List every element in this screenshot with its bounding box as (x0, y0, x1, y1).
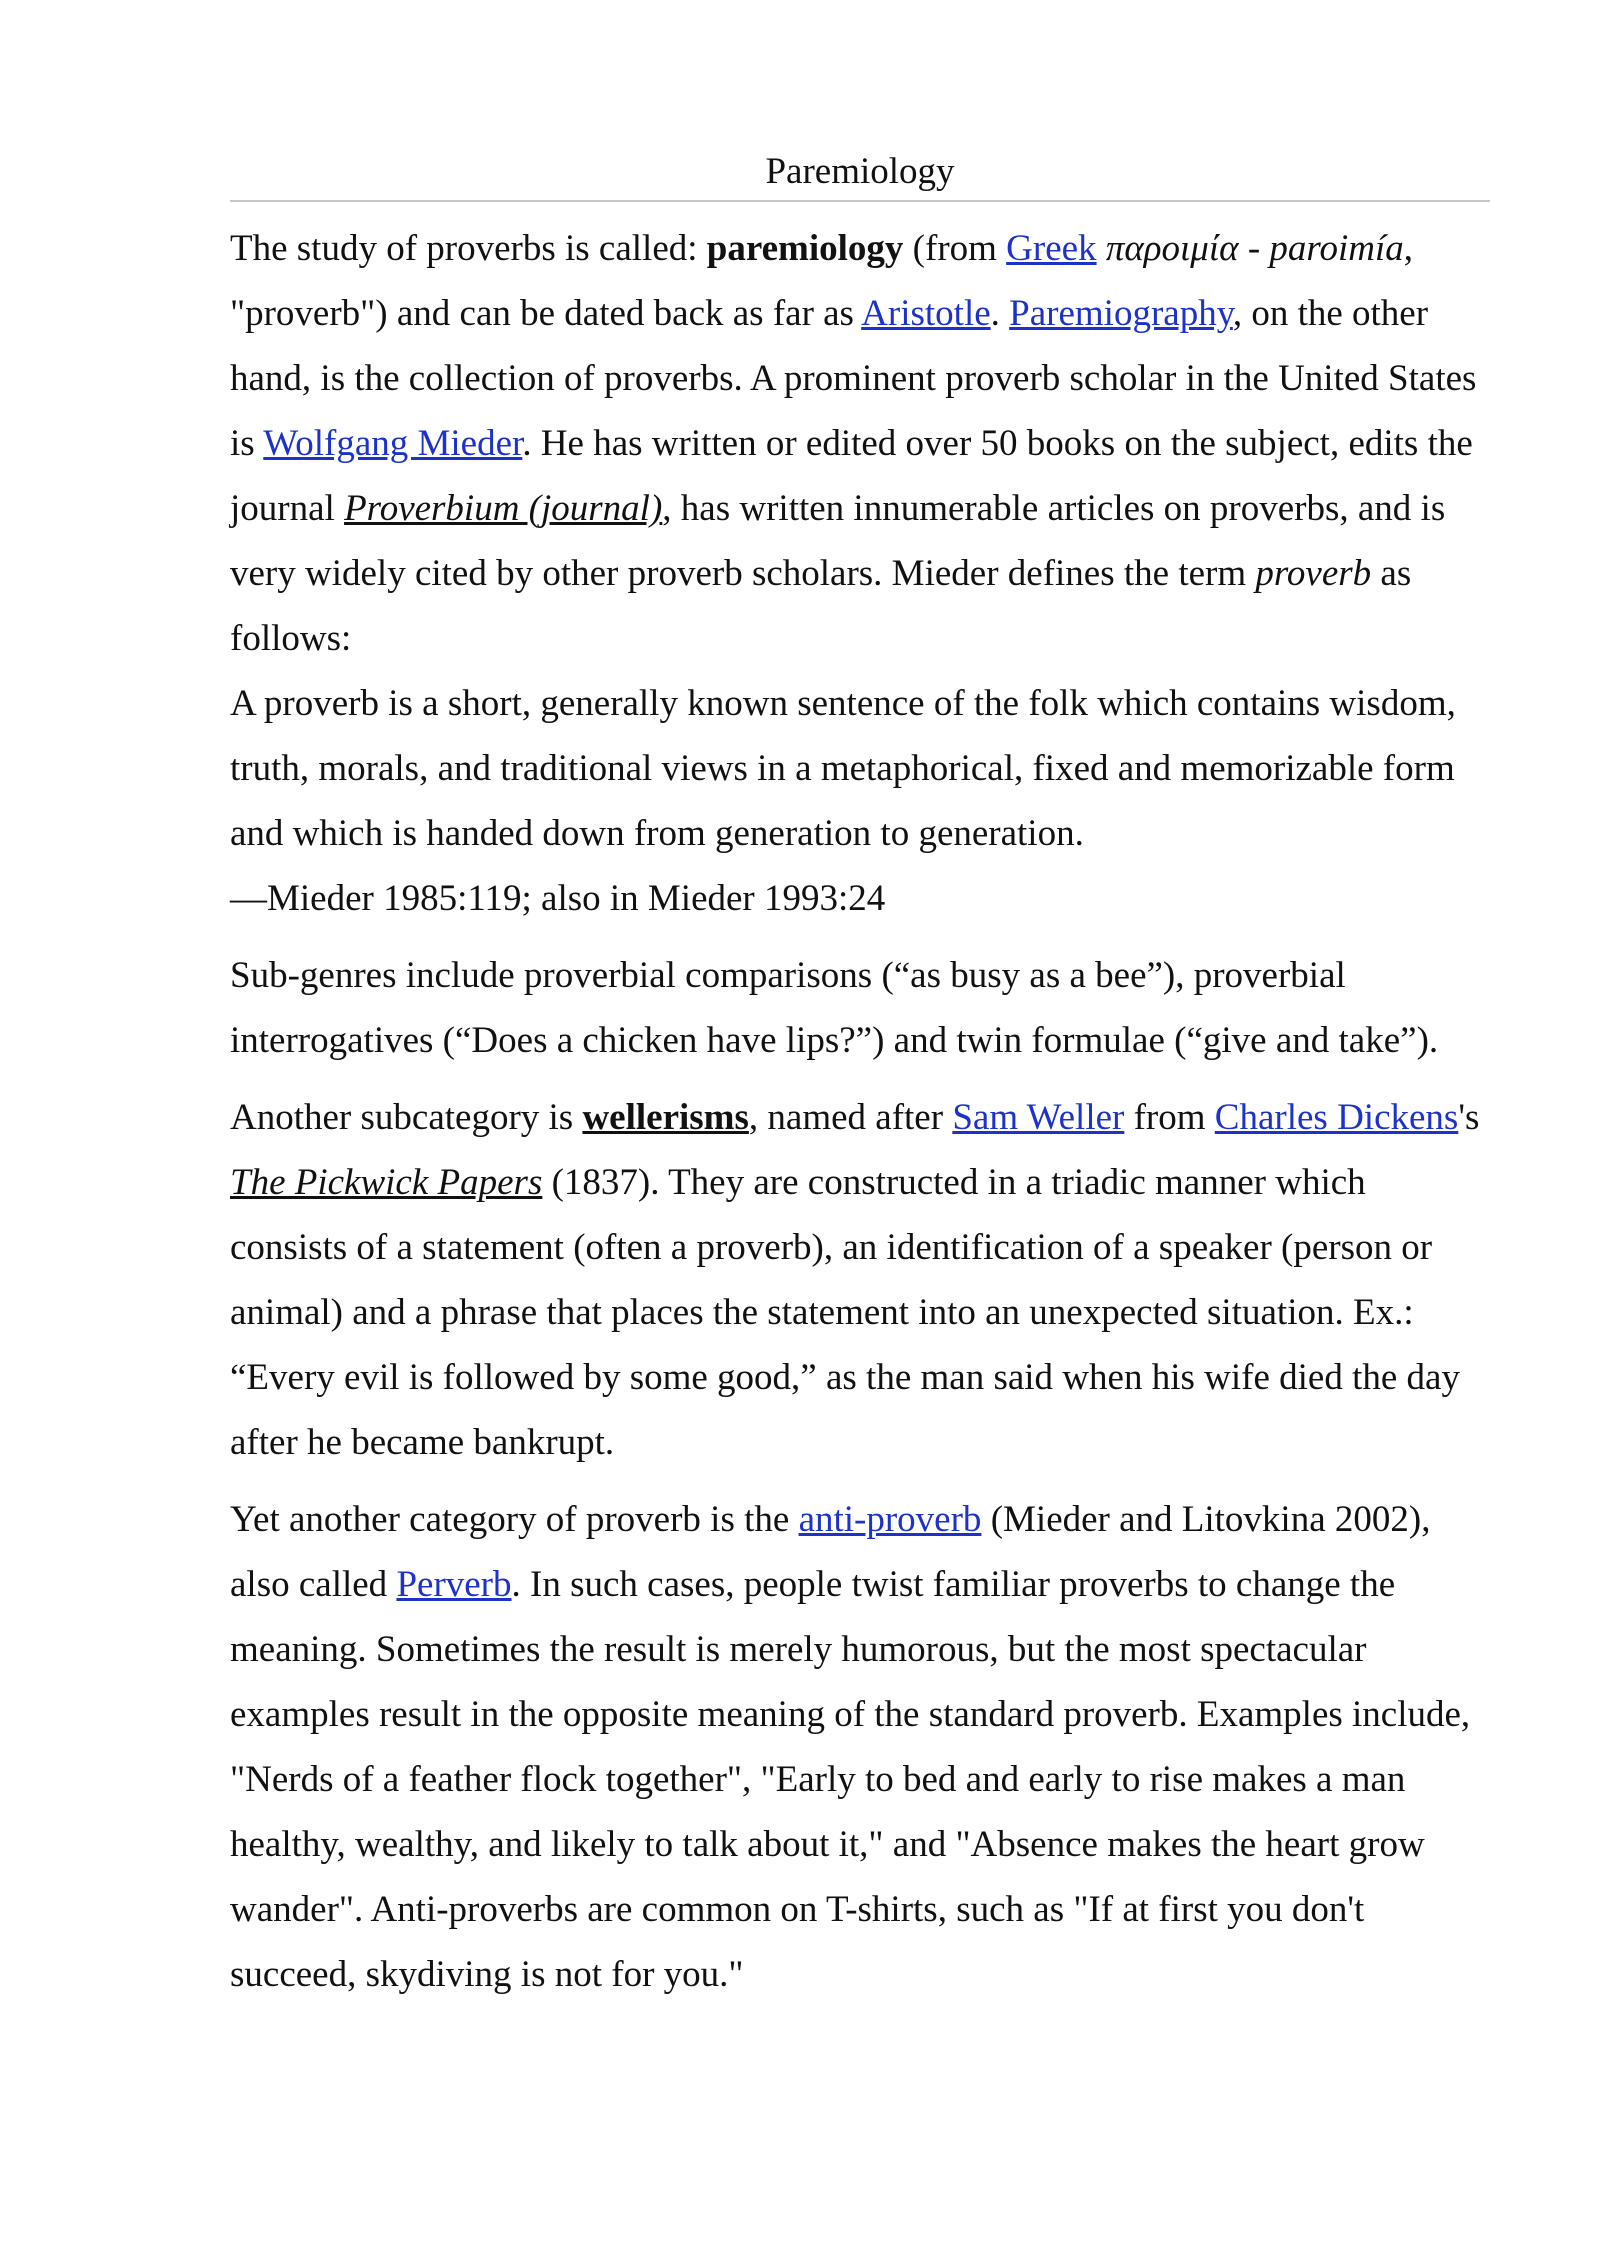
wellerisms-paragraph (230, 1085, 1490, 1475)
document-page (230, 150, 1490, 2007)
link-aristotle[interactable]: Aristotle (861, 293, 991, 334)
text-run: . He has written or edited over 50 books on the subject, edits the journal (230, 423, 1473, 529)
text-run: , "proverb") and can be dated back as far as (230, 228, 1413, 334)
intro-paragraph (230, 216, 1490, 671)
text-run: - (1238, 228, 1270, 269)
text-run: , on the other hand, is the collection of proverbs. A prominent proverb scholar in the United States is (230, 293, 1477, 464)
link-paremiography[interactable]: Paremiography (1009, 293, 1233, 334)
link-charles-dickens[interactable]: Charles Dickens (1214, 1097, 1459, 1138)
term-paremiology: paremiology (706, 228, 904, 269)
page-title: Paremiology (765, 151, 955, 192)
link-pickwick-papers[interactable] (230, 1162, 542, 1203)
text-run: from (1124, 1097, 1215, 1138)
text-run: (1837). They are constructed in a triadic manner which consists of a statement (often a proverb), an identification of a speaker (person or animal) and a phrase that places the statement into an unexpected situation. Ex.: “Every evil is followed by some good,” as the man said when his wife died the day after he became bankrupt. (230, 1162, 1460, 1463)
link-proverbium-journal[interactable] (344, 488, 662, 529)
term-proverb: proverb (1255, 553, 1372, 594)
text-run: The study of proverbs is called: (230, 228, 707, 269)
definition-quote: A proverb is a short, generally known sentence of the folk which contains wisdom, truth, morals, and traditional views in a metaphorical, fixed and memorizable form and which is handed down from generation to generation. (230, 683, 1456, 854)
article-body (230, 216, 1490, 2007)
text-run: , named after (748, 1097, 953, 1138)
text-run: . In such cases, people twist familiar proverbs to change the meaning. Sometimes the result is merely humorous, but the most spectacular examples result in the opposite meaning of the standard proverb. Examples include, "Nerds of a feather flock together", "Early to bed and early to rise makes a man healthy, wealthy, and likely to talk about it," and "Absence makes the heart grow wander". Anti-proverbs are common on T-shirts, such as "If at first you don't succeed, skydiving is not for you." (230, 1564, 1471, 1995)
proverbium-title: Proverbium (journal) (344, 488, 663, 529)
text-run (1097, 228, 1106, 269)
text-run: 's (1458, 1097, 1480, 1138)
book-title: The Pickwick Papers (230, 1162, 543, 1203)
subgenres-paragraph: Sub-genres include proverbial comparisons (“as busy as a bee”), proverbial interrogatives (“Does a chicken have lips?”) and twin formulae (“give and take”). (230, 955, 1439, 1061)
text-run: (Mieder and Litovkina 2002), also called (230, 1499, 1431, 1605)
text-run: as follows: (230, 553, 1412, 659)
link-perverb[interactable]: Perverb (396, 1564, 512, 1605)
text-run: Another subcategory is (230, 1097, 583, 1138)
link-sam-weller[interactable]: Sam Weller (952, 1097, 1125, 1138)
quote-citation: —Mieder 1985:119; also in Mieder 1993:24 (230, 878, 886, 919)
text-run: Yet another category of proverb is the (230, 1499, 799, 1540)
page-header (230, 150, 1490, 202)
link-greek[interactable]: Greek (1006, 228, 1097, 269)
text-run: , has written innumerable articles on proverbs, and is very widely cited by other proverb scholars. Mieder defines the term (230, 488, 1446, 594)
transliteration: paroimía (1269, 228, 1404, 269)
link-anti-proverb[interactable]: anti-proverb (798, 1499, 982, 1540)
term-wellerisms[interactable]: wellerisms (582, 1097, 749, 1138)
link-wolfgang-mieder[interactable]: Wolfgang Mieder (263, 423, 523, 464)
text-run: (from (903, 228, 1007, 269)
anti-proverb-paragraph (230, 1487, 1490, 2007)
text-run: . (990, 293, 1010, 334)
greek-word: παροιμία (1105, 228, 1239, 269)
